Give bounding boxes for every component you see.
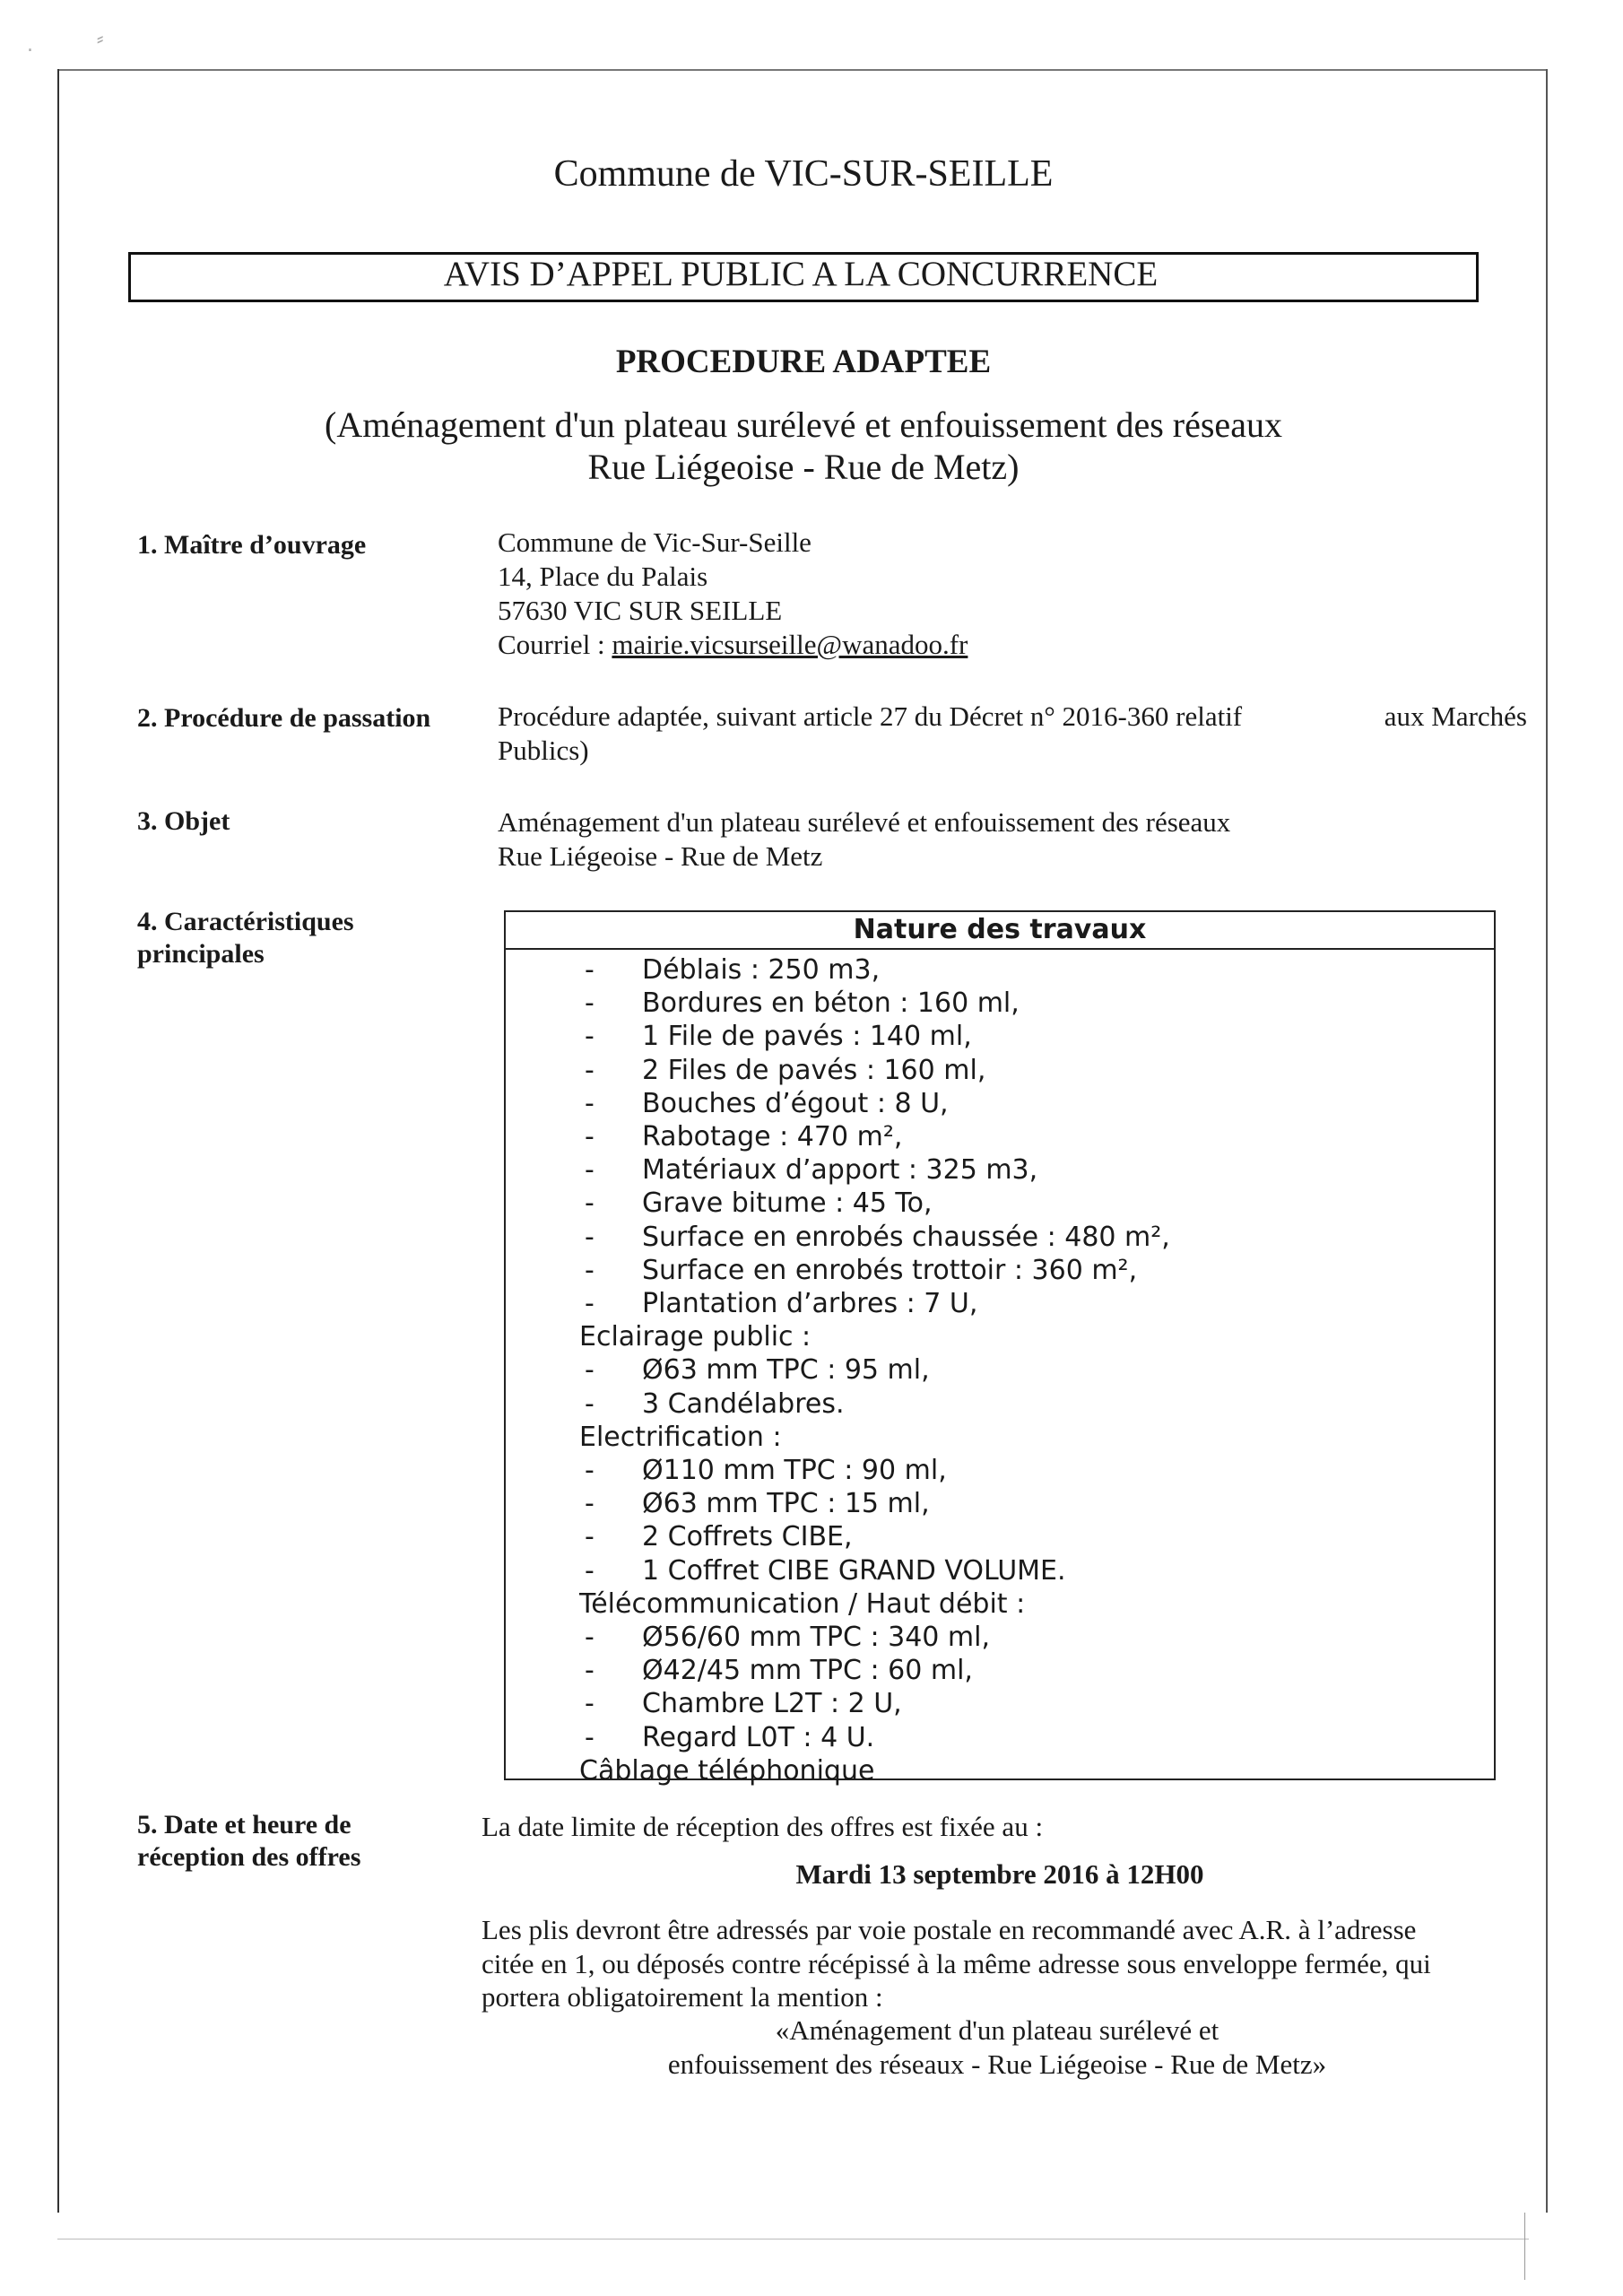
table-header: Nature des travaux [506, 912, 1494, 950]
dash-bullet: - [585, 1021, 595, 1053]
procedure-text-end: aux Marchés [1384, 700, 1527, 732]
procedure-line [498, 700, 1527, 734]
dash-bullet: - [585, 1354, 595, 1387]
dash-bullet: - [585, 954, 595, 986]
works-item [586, 953, 1494, 987]
avis-title: AVIS D’APPEL PUBLIC A LA CONCURRENCE [443, 255, 1159, 293]
section-label-caracteristiques [137, 906, 354, 970]
commune-title: Commune de VIC-SUR-SEILLE [553, 153, 1054, 195]
dash-bullet: - [585, 1154, 595, 1187]
dash-bullet: - [585, 1121, 595, 1153]
courriel-line [498, 628, 968, 662]
dash-bullet: - [585, 1622, 595, 1654]
works-item [586, 1687, 1494, 1720]
procedure-text: Procédure adaptée, suivant article 27 du Décret n° 2016-360 relatif [498, 700, 1243, 732]
mention-line: «Aménagement d'un plateau surélevé et [775, 2014, 1219, 2046]
objet-line: Rue Liégeoise - Rue de Metz [498, 840, 823, 872]
dash-bullet: - [585, 1655, 595, 1687]
works-section-heading: Télécommunication / Haut débit : [579, 1587, 1026, 1620]
mention-line: enfouissement des réseaux - Rue Liégeoise - Rue de Metz» [667, 2048, 1327, 2080]
works-item-text: Grave bitume : 45 To, [642, 1187, 933, 1220]
works-item [586, 1221, 1494, 1254]
works-item [586, 1554, 1494, 1587]
section-label-date [137, 1809, 360, 1874]
works-item-text: Bouches d’égout : 8 U, [642, 1087, 949, 1119]
works-item [586, 1721, 1494, 1754]
works-item-text: Ø63 mm TPC : 15 ml, [642, 1488, 930, 1520]
works-item-text: Chambre L2T : 2 U, [642, 1688, 902, 1720]
works-item [586, 1353, 1494, 1387]
works-item [586, 1621, 1494, 1654]
address-line: Commune de Vic-Sur-Seille [498, 526, 812, 558]
scan-artifact: ⸗ [97, 28, 104, 50]
dash-bullet: - [585, 1187, 595, 1220]
subtitle-line: Rue Liégeoise - Rue de Metz) [587, 447, 1020, 487]
section-label-objet: 3. Objet [137, 806, 230, 836]
dash-bullet: - [585, 1721, 595, 1753]
works-item-text: 2 Files de pavés : 160 ml, [642, 1054, 986, 1086]
works-item-text: 3 Candélabres. [642, 1387, 845, 1420]
label-line: réception des offres [137, 1842, 361, 1872]
courriel-label: Courriel : [498, 629, 612, 660]
works-item [586, 1254, 1494, 1287]
date-intro: La date limite de réception des offres est fixée au : [482, 1811, 1044, 1842]
works-item [586, 1287, 1494, 1320]
objet-text [498, 805, 1230, 874]
works-item-text: Ø42/45 mm TPC : 60 ml, [642, 1655, 973, 1687]
label-line: principales [137, 939, 265, 969]
dash-bullet: - [585, 987, 595, 1020]
address-line: 57630 VIC SUR SEILLE [498, 595, 783, 626]
objet-line: Aménagement d'un plateau surélevé et enfouissement des réseaux [498, 806, 1231, 838]
works-item-text: Regard L0T : 4 U. [642, 1721, 875, 1753]
works-item [586, 1087, 1494, 1120]
works-item-text: Rabotage : 470 m², [642, 1121, 903, 1153]
submission-paragraph [482, 1913, 1513, 2014]
works-item-text: Surface en enrobés trottoir : 360 m², [642, 1254, 1138, 1286]
works-item [586, 1187, 1494, 1220]
works-item-text: Bordures en béton : 160 ml, [642, 987, 1020, 1020]
works-section-heading: Câblage téléphonique [579, 1754, 875, 1787]
label-line: 5. Date et heure de [137, 1810, 352, 1839]
works-item [586, 1654, 1494, 1687]
works-item [586, 1454, 1494, 1487]
works-item-text: Surface en enrobés chaussée : 480 m², [642, 1221, 1170, 1253]
paragraph-line: portera obligatoirement la mention : [482, 1981, 883, 2013]
dash-bullet: - [585, 1455, 595, 1487]
works-item-text: Ø56/60 mm TPC : 340 ml, [642, 1622, 991, 1654]
works-item-text: Déblais : 250 m3, [642, 954, 881, 986]
works-section-heading: Eclairage public : [579, 1321, 812, 1353]
works-item-text: 1 Coffret CIBE GRAND VOLUME. [642, 1554, 1066, 1587]
dash-bullet: - [585, 1254, 595, 1286]
dash-bullet: - [585, 1521, 595, 1553]
dash-bullet: - [585, 1488, 595, 1520]
works-item-text: Ø110 mm TPC : 90 ml, [642, 1455, 947, 1487]
works-item [586, 1054, 1494, 1087]
scan-artifact: . [27, 34, 33, 57]
page-frame-right [1546, 69, 1548, 2213]
dash-bullet: - [585, 1054, 595, 1086]
page-frame-left [57, 69, 59, 2213]
email-link[interactable]: mairie.vicsurseille@wanadoo.fr [612, 629, 968, 660]
page-frame-corner [1524, 2213, 1525, 2280]
works-table [504, 910, 1496, 1787]
procedure-title: PROCEDURE ADAPTEE [615, 344, 992, 380]
paragraph-line: citée en 1, ou déposés contre récépissé à la même adresse sous enveloppe fermée, qui [482, 1947, 1431, 1979]
deadline: Mardi 13 septembre 2016 à 12H00 [795, 1858, 1204, 1890]
works-item [586, 1487, 1494, 1520]
works-item [586, 987, 1494, 1020]
dash-bullet: - [585, 1288, 595, 1320]
page-frame-top [57, 69, 1547, 71]
works-item-text: Matériaux d’apport : 325 m3, [642, 1154, 1038, 1187]
paragraph-line: Les plis devront être adressés par voie postale en recommandé avec A.R. à l’adresse [482, 1914, 1417, 1945]
dash-bullet: - [585, 1688, 595, 1720]
address-line: 14, Place du Palais [498, 561, 708, 592]
works-item [586, 1153, 1494, 1187]
works-item-text: 1 File de pavés : 140 ml, [642, 1021, 972, 1053]
works-item [586, 1387, 1494, 1421]
dash-bullet: - [585, 1387, 595, 1420]
project-subtitle [0, 404, 1607, 488]
dash-bullet: - [585, 1221, 595, 1253]
maitre-details [498, 526, 968, 662]
works-item-text: 2 Coffrets CIBE, [642, 1521, 853, 1553]
section-label-maitre: 1. Maître d’ouvrage [137, 530, 367, 560]
procedure-line-2: Publics) [498, 735, 589, 766]
label-line: 4. Caractéristiques [137, 907, 354, 936]
works-item [586, 1520, 1494, 1553]
works-item-text: Plantation d’arbres : 7 U, [642, 1288, 978, 1320]
works-item [586, 1020, 1494, 1053]
envelope-mention [482, 2013, 1513, 2081]
subtitle-line: (Aménagement d'un plateau surélevé et enfouissement des réseaux [325, 404, 1282, 445]
section-label-procedure: 2. Procédure de passation [137, 703, 431, 733]
dash-bullet: - [585, 1554, 595, 1587]
dash-bullet: - [585, 1087, 595, 1119]
works-section-heading: Electrification : [579, 1421, 782, 1453]
table-body [506, 950, 1494, 1787]
works-item-text: Ø63 mm TPC : 95 ml, [642, 1354, 930, 1387]
works-item [586, 1120, 1494, 1153]
